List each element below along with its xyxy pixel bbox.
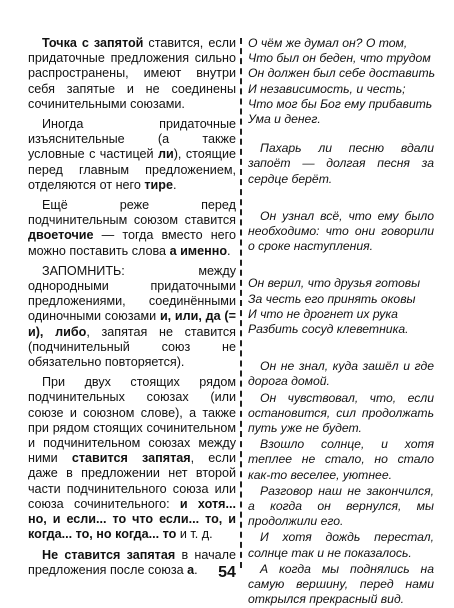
example-sentence: Он чувствовал, что, если остановится, сил продолжать путь уже не будет. — [248, 390, 434, 436]
poem-excerpt — [248, 36, 434, 127]
term-li: ли — [157, 147, 174, 162]
example-proverb: Пахарь ли песню вдали запоёт — долгая песня за сердце берёт. — [248, 141, 434, 186]
example-sentence: А когда мы поднялись на самую вершину, перед нами открылся прекрасный вид. — [248, 561, 434, 607]
rule-text: . — [194, 562, 198, 577]
rule-text: . — [227, 243, 231, 258]
poem-line: Разбить сосуд клеветника. — [248, 322, 409, 337]
poem-line: Что был он беден, что трудом — [248, 51, 431, 66]
rule-text: . — [172, 177, 177, 192]
page-number: 54 — [218, 564, 236, 581]
example-sentence: Разговор наш не закончился, а когда он вернулся, мы продолжили его. — [248, 483, 434, 529]
example-sentence: И хотя дождь перестал, солнце так и не показалось. — [248, 530, 434, 560]
term-conjunction-pairs: и хотя... но, и если... то что если... то, и когда... то, но когда... то — [28, 496, 236, 542]
term-a: а — [187, 562, 195, 577]
rule-text: При двух стоящих рядом подчинительных союзах (или союзе и союзном слове), а также при рядом стоящих сочинительном и подчинительном союзах между ними — [28, 375, 236, 466]
example-sentence: Он не знал, куда зашёл и где дорога домой. — [248, 359, 434, 389]
term-conjunctions: и, или, да (= и), либо — [28, 309, 236, 339]
rule-text: в начале предложения после союза — [28, 547, 236, 577]
rule-text: — тогда вместо него можно поставить слова — [28, 228, 236, 258]
rule-dash — [28, 117, 236, 193]
term-semicolon: Точка с запятой — [42, 36, 144, 50]
poem-line: Что мог бы Бог ему прибавить — [248, 96, 433, 111]
examples-column — [248, 36, 434, 608]
poem-line: Ума и денег. — [248, 112, 321, 127]
term-colon: двоеточие — [28, 228, 94, 243]
rule-remember — [28, 264, 236, 370]
rules-column — [28, 36, 236, 578]
poem-line: И независимость, и честь; — [248, 81, 406, 96]
rule-text: Иногда придаточные изъяснительные (а также условные с частицей — [28, 117, 236, 162]
poem-line: О чём же думал он? О том, — [248, 36, 408, 50]
rule-text: , запятая не ставится (подчинительный союз не обязательно повторяется). — [28, 324, 236, 370]
rule-semicolon — [28, 36, 236, 112]
term-comma-placed: ставится запятая — [71, 451, 191, 466]
example-sentence: Взошло солнце, и хотя теплее не стало, но стало как-то веселее, уютнее. — [248, 437, 434, 482]
term-dash: тире — [144, 177, 173, 192]
poem-line: Он верил, что друзья готовы — [248, 276, 421, 291]
rule-text: ставится, если придаточные предложения сильно распространены, имеют внутри себя запятые и не соединены сочинительными союзами. — [28, 36, 236, 111]
poem-line: Он должен был себе доставить — [248, 66, 436, 81]
poem-excerpt-2 — [248, 276, 434, 337]
column-divider — [240, 38, 242, 568]
rule-text: Ещё реже перед подчинительным союзом ставится — [28, 198, 236, 228]
poem-line: За честь его принять оковы — [248, 291, 416, 306]
term-no-comma: Не ставится запятая — [42, 547, 176, 562]
term-a-imenno: а именно — [169, 243, 228, 258]
example-colon: Он узнал всё, что ему было необходимо: что они говорили о сроке наступления. — [248, 208, 434, 254]
rule-colon — [28, 198, 236, 259]
rule-text: , если даже в предложении нет второй части подчинительного союза или союза сочинительного: — [28, 451, 236, 511]
rule-text: и т. д. — [176, 527, 213, 542]
rule-text: ЗАПОМНИТЬ: между однородными придаточными предложениями, соединёнными одиночными союзами — [28, 263, 236, 324]
rule-text: ), стоящие перед главным предложением, отделяются от него — [28, 147, 236, 192]
poem-line: И что не дрогнет их рука — [248, 306, 398, 321]
rule-two-conjunctions — [28, 375, 236, 542]
